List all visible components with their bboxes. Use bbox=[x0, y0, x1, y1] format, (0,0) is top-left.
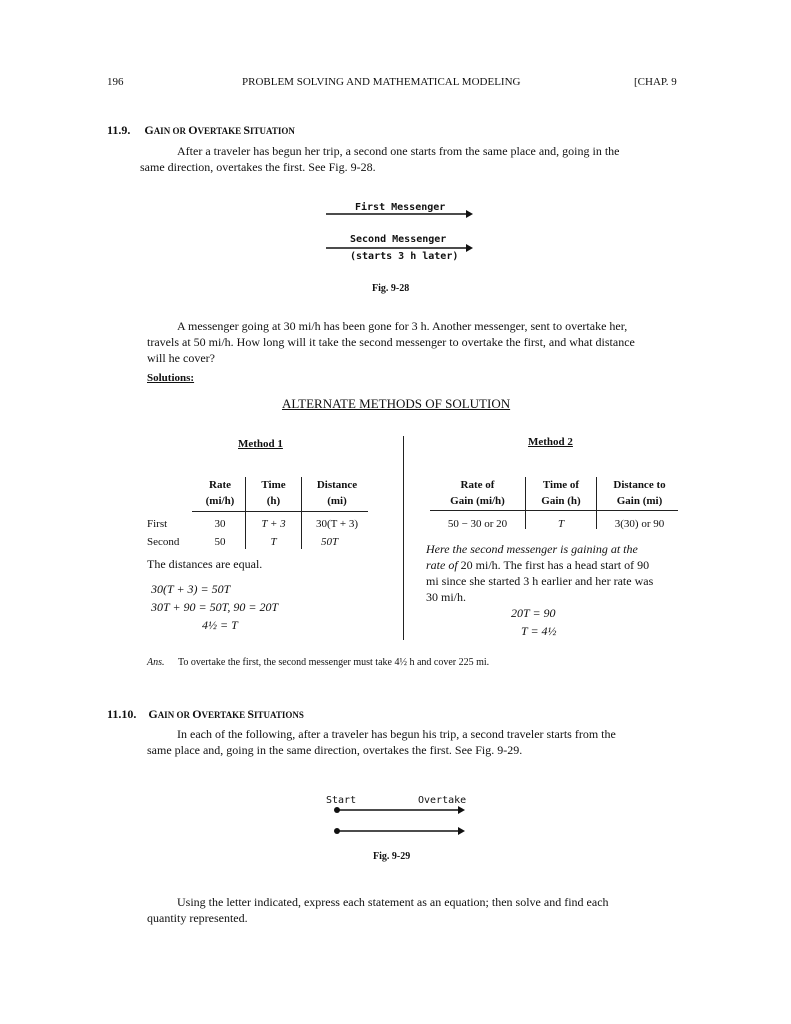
problem-line-3: will he cover? bbox=[147, 351, 215, 365]
table-cell-distance: 50T bbox=[320, 536, 339, 548]
problem-line-2: travels at 50 mi/h. How long will it take the second messenger to overtake the first, and what distance bbox=[147, 335, 635, 349]
method-2-header-rule bbox=[430, 510, 678, 511]
section-number: 11.10. bbox=[107, 707, 137, 721]
intro-line-1: After a traveler has begun her trip, a second one starts from the same place and, going in the bbox=[177, 144, 620, 158]
first-messenger-label: First Messenger bbox=[355, 202, 446, 213]
method-2-explain-3: mi since she started 3 h earlier and her rate was bbox=[426, 574, 654, 588]
intro-line-1: In each of the following, after a traveler has begun his trip, a second traveler starts from the bbox=[177, 727, 616, 741]
first-messenger-arrow bbox=[326, 208, 474, 220]
section-title: GAIN OR OVERTAKE SITUATIONS bbox=[148, 707, 304, 721]
solutions-label: Solutions: bbox=[147, 372, 195, 384]
method-2-explain-2: rate of 20 mi/h. The first has a head start of 90 bbox=[426, 558, 650, 572]
chapter-label: [CHAP. 9 bbox=[634, 76, 677, 88]
methods-divider bbox=[403, 436, 404, 640]
second-messenger-note: (starts 3 h later) bbox=[350, 251, 459, 262]
closing-line-1: Using the letter indicated, express each statement as an equation; then solve and find each bbox=[177, 895, 609, 909]
method-2-cell-time: T bbox=[557, 518, 565, 530]
table-cell-time: T + 3 bbox=[261, 518, 286, 530]
table-row-label: Second bbox=[147, 536, 180, 548]
problem-line-1: A messenger going at 30 mi/h has been gone for 3 h. Another messenger, sent to overtake her, bbox=[177, 319, 628, 333]
section-heading-11-10 bbox=[107, 705, 304, 723]
answer-text: To overtake the first, the second messenger must take 4½ h and cover 225 mi. bbox=[178, 657, 490, 668]
method-2-equation-2: T = 4½ bbox=[521, 624, 557, 638]
method-1-header-distance: Distance (mi) bbox=[316, 479, 358, 507]
method-2-cell-distance: 3(30) or 90 bbox=[614, 518, 665, 530]
method-2-explain-4: 30 mi/h. bbox=[426, 590, 467, 604]
alternate-methods-title: ALTERNATE METHODS OF SOLUTION bbox=[282, 396, 511, 411]
table-cell-time: T bbox=[270, 536, 277, 548]
method-1-equation-2: 30T + 90 = 50T, 90 = 20T bbox=[151, 600, 279, 614]
method-1-equation-1: 30(T + 3) = 50T bbox=[151, 582, 231, 596]
table-cell-distance: 30(T + 3) bbox=[315, 518, 359, 530]
closing-line-2: quantity represented. bbox=[147, 911, 248, 925]
section-title: GAIN OR OVERTAKE SITUATION bbox=[144, 123, 295, 137]
method-2-equation-1: 20T = 90 bbox=[511, 606, 556, 620]
first-traveler-arrow bbox=[332, 804, 466, 816]
method-2-explain-1: Here the second messenger is gaining at the bbox=[426, 542, 638, 556]
table-cell-rate: 50 bbox=[214, 536, 226, 548]
table-cell-rate: 30 bbox=[214, 518, 226, 530]
overtake-label: Overtake bbox=[418, 795, 467, 806]
method-1-equation-3: 4½ = T bbox=[202, 618, 238, 632]
page-number: 196 bbox=[107, 76, 124, 88]
method-1-title: Method 1 bbox=[238, 438, 283, 450]
method-2-header-time: Time of Gain (h) bbox=[541, 479, 581, 507]
figure-caption-9-28: Fig. 9-28 bbox=[372, 283, 410, 294]
method-2-header-rate: Rate of Gain (mi/h) bbox=[450, 479, 505, 507]
method-2-cell-rate: 50 − 30 or 20 bbox=[447, 518, 508, 530]
table-row-label: First bbox=[147, 518, 168, 530]
method-1-header-rule bbox=[192, 511, 368, 512]
section-number: 11.9. bbox=[107, 123, 131, 137]
method-2-header-distance: Distance to Gain (mi) bbox=[613, 479, 666, 507]
answer-label: Ans. bbox=[147, 657, 165, 668]
start-label: Start bbox=[326, 795, 357, 806]
section-heading-11-9 bbox=[107, 121, 295, 139]
method-1-header-rate: Rate (mi/h) bbox=[205, 479, 235, 507]
second-messenger-label: Second Messenger bbox=[350, 234, 447, 245]
intro-line-2: same place and, going in the same direction, overtakes the first. See Fig. 9-29. bbox=[147, 743, 523, 757]
intro-line-2: same direction, overtakes the first. See Fig. 9-28. bbox=[140, 160, 376, 174]
method-2-title: Method 2 bbox=[528, 436, 573, 448]
figure-caption-9-29: Fig. 9-29 bbox=[373, 851, 411, 862]
method-1-header-time: Time (h) bbox=[261, 479, 286, 507]
running-title: PROBLEM SOLVING AND MATHEMATICAL MODELING bbox=[242, 76, 521, 88]
second-traveler-arrow bbox=[332, 825, 466, 837]
method-1-note: The distances are equal. bbox=[147, 557, 263, 571]
